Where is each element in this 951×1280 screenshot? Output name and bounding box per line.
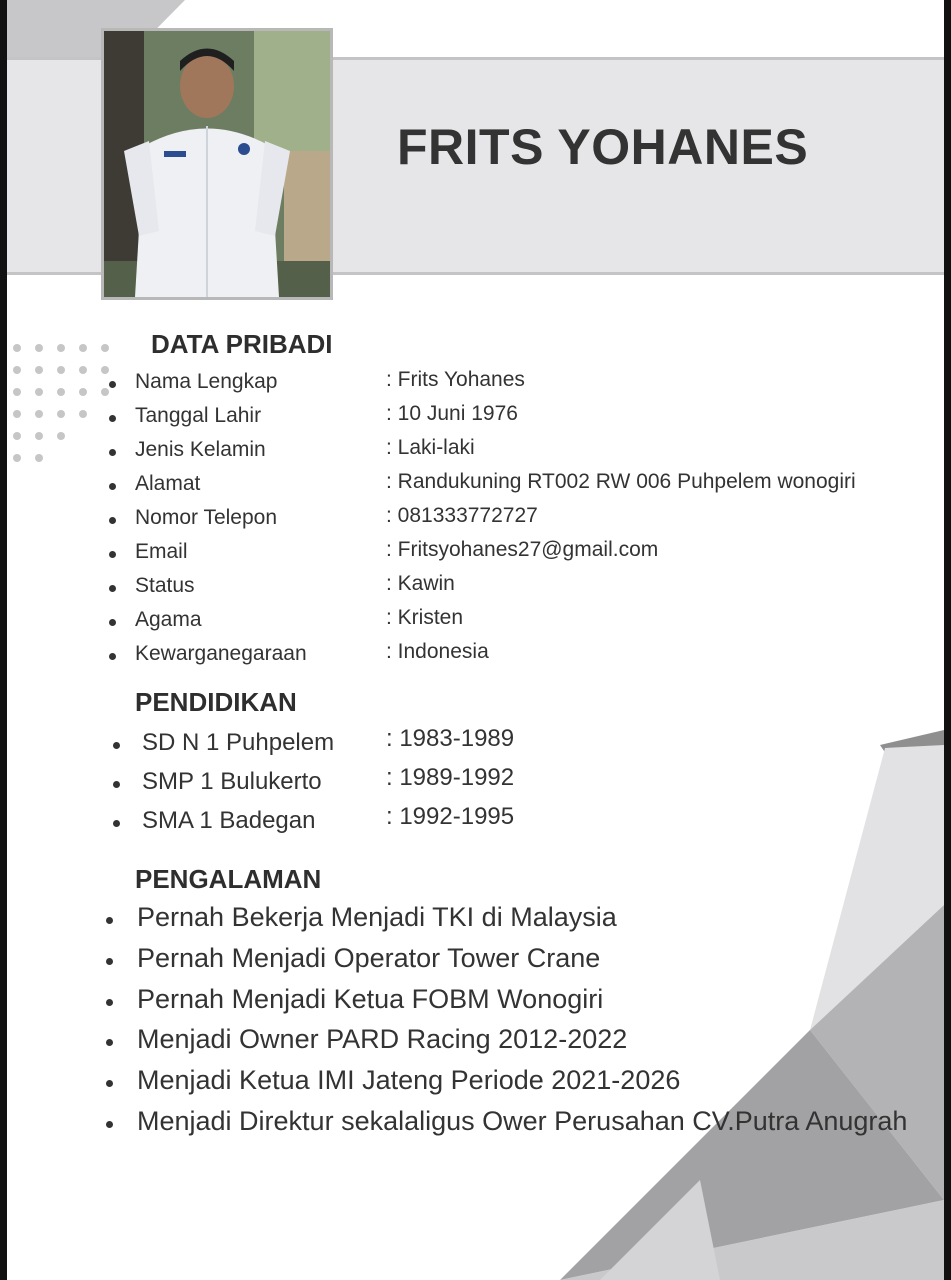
data-pribadi-label: Alamat bbox=[135, 472, 201, 495]
data-pribadi-label: Jenis Kelamin bbox=[135, 438, 266, 461]
bullet-icon bbox=[109, 415, 116, 422]
profile-photo bbox=[101, 28, 333, 300]
right-frame-edge bbox=[944, 0, 951, 1280]
bullet-icon bbox=[109, 381, 116, 388]
decorative-dots bbox=[12, 343, 122, 468]
data-pribadi-label: Nomor Telepon bbox=[135, 506, 278, 529]
person-name: FRITS YOHANES bbox=[397, 119, 809, 175]
bullet-icon bbox=[113, 742, 120, 749]
data-pribadi-value: : Kawin bbox=[386, 572, 455, 595]
pengalaman-item: Pernah Bekerja Menjadi TKI di Malaysia bbox=[137, 902, 617, 932]
bullet-icon bbox=[109, 551, 116, 558]
data-pribadi-value: : Randukuning RT002 RW 006 Puhpelem wonogiri bbox=[386, 470, 856, 493]
bullet-icon bbox=[106, 958, 113, 965]
data-pribadi-value: : Frits Yohanes bbox=[386, 368, 525, 391]
pendidikan-label: SD N 1 Puhpelem bbox=[142, 729, 335, 756]
data-pribadi-value: : 081333772727 bbox=[386, 504, 538, 527]
pengalaman-item: Menjadi Direktur sekalaligus Ower Perusahan CV.Putra Anugrah bbox=[137, 1106, 908, 1136]
bullet-icon bbox=[106, 917, 113, 924]
data-pribadi-label: Status bbox=[135, 574, 195, 597]
data-pribadi-value: : Kristen bbox=[386, 606, 464, 629]
data-pribadi-value: : 10 Juni 1976 bbox=[386, 402, 518, 425]
pendidikan-value: : 1992-1995 bbox=[386, 803, 515, 830]
pendidikan-label: SMP 1 Bulukerto bbox=[142, 768, 322, 795]
section-title-data-pribadi: DATA PRIBADI bbox=[151, 329, 333, 359]
bullet-icon bbox=[109, 517, 116, 524]
data-pribadi-label: Nama Lengkap bbox=[135, 370, 278, 393]
bullet-icon bbox=[113, 820, 120, 827]
pengalaman-item: Pernah Menjadi Operator Tower Crane bbox=[137, 942, 601, 973]
data-pribadi-label: Kewarganegaraan bbox=[135, 642, 307, 665]
pendidikan-label: SMA 1 Badegan bbox=[142, 807, 316, 834]
section-title-pendidikan: PENDIDIKAN bbox=[135, 687, 297, 717]
section-title-pengalaman: PENGALAMAN bbox=[135, 864, 322, 894]
data-pribadi-label: Tanggal Lahir bbox=[135, 404, 262, 427]
pendidikan-value: : 1983-1989 bbox=[386, 725, 515, 752]
bullet-icon bbox=[113, 781, 120, 788]
left-frame-edge bbox=[0, 0, 7, 1280]
bullet-icon bbox=[109, 653, 116, 660]
data-pribadi-label: Agama bbox=[135, 608, 202, 631]
bullet-icon bbox=[109, 483, 116, 490]
bullet-icon bbox=[106, 999, 113, 1006]
data-pribadi-label: Email bbox=[135, 540, 188, 563]
data-pribadi-value: : Laki-laki bbox=[386, 436, 475, 459]
bullet-icon bbox=[106, 1121, 113, 1128]
pengalaman-item: Menjadi Owner PARD Racing 2012-2022 bbox=[137, 1024, 628, 1055]
pengalaman-item: Pernah Menjadi Ketua FOBM Wonogiri bbox=[137, 983, 604, 1014]
bullet-icon bbox=[109, 449, 116, 456]
bullet-icon bbox=[109, 619, 116, 626]
pengalaman-item: Menjadi Ketua IMI Jateng Periode 2021-2026 bbox=[137, 1065, 681, 1096]
pendidikan-value: : 1989-1992 bbox=[386, 764, 515, 791]
data-pribadi-value: : Fritsyohanes27@gmail.com bbox=[386, 538, 659, 561]
portrait-photo-icon bbox=[104, 31, 330, 297]
bullet-icon bbox=[109, 585, 116, 592]
data-pribadi-value: : Indonesia bbox=[386, 640, 489, 663]
